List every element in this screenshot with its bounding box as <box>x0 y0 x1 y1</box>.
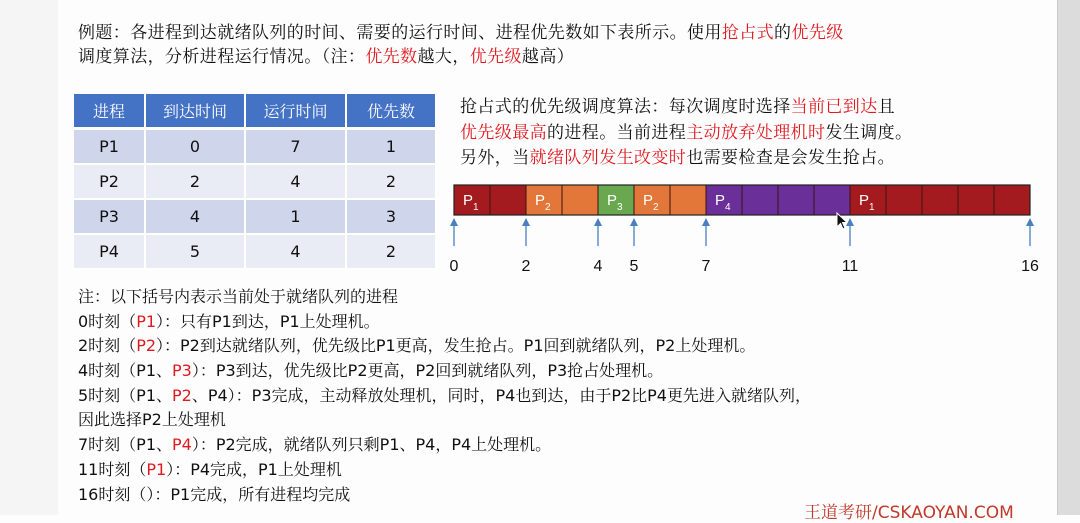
table-cell: P3 <box>74 199 145 234</box>
text: 0时刻（ <box>78 312 137 331</box>
gantt-process-label: $P_3$ <box>607 192 623 213</box>
table-cell: P2 <box>74 164 145 199</box>
text: 越高） <box>521 47 575 67</box>
table-cell: 1 <box>245 199 346 234</box>
tick-label: 2 <box>521 258 531 275</box>
gantt-cell <box>958 185 994 215</box>
algorithm-description-line1 <box>460 92 895 117</box>
table-cell: P1 <box>74 129 145 165</box>
gantt-process-label: $P_1$ <box>859 192 875 213</box>
ready-queue-process: P2 <box>136 336 157 355</box>
note-intro: 注：以下括号内表示当前处于就绪队列的进程 <box>78 287 399 306</box>
tick-label: 7 <box>701 258 711 275</box>
text: 发生调度。 <box>825 123 913 143</box>
ready-queue-process: P4 <box>172 435 192 454</box>
note-time-5-continued: 因此选择P2上处理机 <box>78 410 226 429</box>
text: 抢占式的优先级调度算法：每次调度时选择 <box>460 97 791 117</box>
tick-label: 0 <box>449 258 459 275</box>
table-cell: 2 <box>346 164 436 199</box>
ready-queue-process: P2 <box>172 386 192 405</box>
gantt-chart <box>449 184 1052 278</box>
text: ）：P2完成，就绪队列只剩P1、P4，P4上处理机。 <box>191 435 552 454</box>
tick-arrowhead <box>1026 218 1034 226</box>
text: 5时刻（P1、 <box>78 386 173 405</box>
table-cell: 1 <box>346 129 436 165</box>
text: ）：P2到达就绪队列，优先级比P1更高，发生抢占。P1回到就绪队列，P2上处理机。 <box>156 336 756 355</box>
text: 的进程。当前进程 <box>547 123 687 143</box>
highlight: 当前已到达 <box>790 97 878 117</box>
tick-arrowhead <box>702 218 710 226</box>
gantt-cell <box>778 185 814 215</box>
table-row <box>74 129 436 165</box>
table-row <box>74 234 436 269</box>
table-cell: P4 <box>74 234 145 269</box>
mouse-cursor-icon <box>836 212 850 232</box>
highlight: 优先级 <box>791 23 844 43</box>
header-arrival-time: 到达时间 <box>145 94 245 129</box>
text: 11时刻（ <box>78 460 147 479</box>
highlight: 优先级最高 <box>460 123 547 143</box>
gantt-cell <box>670 185 706 215</box>
text: 越大， <box>417 47 470 67</box>
text: 4时刻（P1、 <box>78 361 173 380</box>
note-time-2 <box>78 333 755 356</box>
header-priority: 优先数 <box>346 94 436 129</box>
tick-label: 16 <box>1021 258 1039 275</box>
gantt-process-label: $P_2$ <box>535 192 551 213</box>
gantt-cell <box>562 185 598 215</box>
slide-left-margin <box>0 0 58 515</box>
gantt-process-label: $P_1$ <box>463 192 479 213</box>
ready-queue-process: P1 <box>146 460 167 479</box>
header-run-time: 运行时间 <box>245 94 346 129</box>
table-cell: 0 <box>145 129 245 165</box>
gantt-cell <box>922 185 958 215</box>
ready-queue-process: P1 <box>136 312 157 331</box>
tick-label: 4 <box>593 258 603 275</box>
table-row <box>74 164 436 199</box>
gantt-process-label: $P_4$ <box>715 192 731 213</box>
text: 2时刻（ <box>78 336 137 355</box>
gantt-process-label: $P_2$ <box>643 192 659 213</box>
table-cell: 4 <box>145 199 245 234</box>
problem-statement-line2 <box>78 42 574 67</box>
header-process: 进程 <box>74 94 145 129</box>
highlight: 优先数 <box>365 47 418 67</box>
text: 例题：各进程到达就绪队列的时间、需要的运行时间、进程优先数如下表所示。使用 <box>78 23 722 43</box>
tick-label: 5 <box>629 258 639 275</box>
table-cell: 7 <box>245 129 346 165</box>
tick-label: 11 <box>841 258 859 275</box>
table-cell: 4 <box>245 164 346 199</box>
highlight: 主动放弃处理机时 <box>686 123 826 143</box>
note-time-5 <box>78 383 811 406</box>
highlight: 就绪队列发生改变时 <box>529 148 687 168</box>
tick-arrowhead <box>522 218 530 226</box>
tick-arrowhead <box>630 218 638 226</box>
text: 且 <box>877 97 896 117</box>
text: 的 <box>774 23 792 43</box>
text: 另外，当 <box>460 148 530 168</box>
text: 7时刻（P1、 <box>78 435 173 454</box>
text: 调度算法，分析进程运行情况。（注： <box>78 47 366 67</box>
tick-arrowhead <box>594 218 602 226</box>
problem-statement-line1 <box>78 18 844 43</box>
algorithm-description-line2 <box>460 118 912 143</box>
gantt-cell <box>886 185 922 215</box>
note-time-7 <box>78 432 551 455</box>
text: ）：P4完成，P1上处理机 <box>166 460 342 479</box>
table-row <box>74 199 436 234</box>
tick-arrowhead <box>450 218 458 226</box>
process-table <box>74 94 437 270</box>
ready-queue-process: P3 <box>172 361 192 380</box>
text: 也需要检查是会发生抢占。 <box>686 148 896 168</box>
table-cell: 5 <box>145 234 245 269</box>
note-time-0 <box>78 309 380 332</box>
highlight: 优先级 <box>469 47 522 67</box>
watermark: 王道考研/CSKAOYAN.COM <box>804 503 1014 523</box>
table-header-row <box>74 94 436 129</box>
slide-right-margin <box>1058 0 1080 515</box>
gantt-cell <box>490 185 526 215</box>
table-cell: 4 <box>245 234 346 269</box>
highlight: 抢占式 <box>721 23 775 43</box>
gantt-cell <box>994 185 1030 215</box>
gantt-cell <box>814 185 850 215</box>
note-time-16: 16时刻（）：P1完成，所有进程均完成 <box>78 485 351 504</box>
table-cell: 2 <box>346 234 436 269</box>
text: 、P4）：P3完成，主动释放处理机，同时，P4也到达，由于P2比P4更先进入就绪队列， <box>191 386 811 405</box>
gantt-cell <box>742 185 778 215</box>
table-cell: 3 <box>346 199 436 234</box>
algorithm-description-line3 <box>460 143 895 168</box>
note-time-4 <box>78 358 663 381</box>
text: ）：P3到达，优先级比P2更高，P2回到就绪队列，P3抢占处理机。 <box>191 361 664 380</box>
table-cell: 2 <box>145 164 245 199</box>
note-time-11 <box>78 457 342 480</box>
text: ）：只有P1到达，P1上处理机。 <box>156 312 380 331</box>
